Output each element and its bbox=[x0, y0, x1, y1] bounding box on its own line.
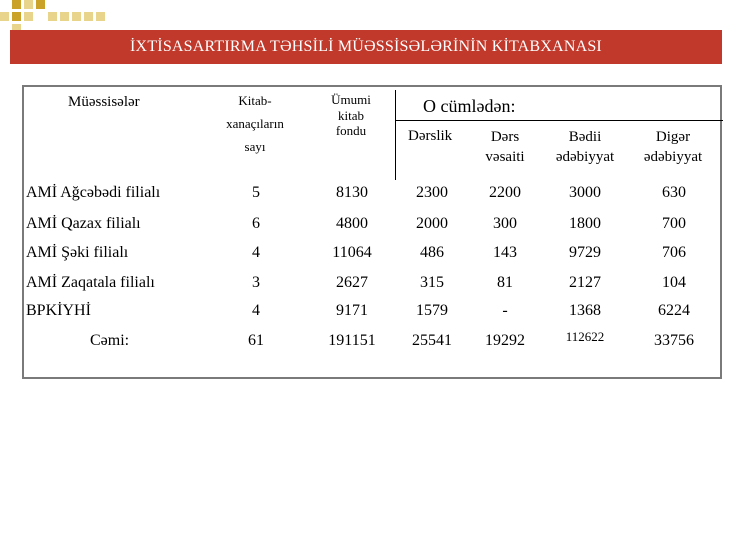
header-institutions: Müəssisələr bbox=[68, 94, 140, 110]
row-fiction: 1800 bbox=[569, 215, 601, 232]
row-name: BPKİYHİ bbox=[26, 302, 91, 319]
row-textbooks: 2300 bbox=[416, 184, 448, 201]
header-librarians-line1: Kitab- bbox=[238, 93, 272, 108]
row-fiction: 3000 bbox=[569, 184, 601, 201]
header-total-fund-line3: fondu bbox=[335, 123, 367, 139]
total-study: 19292 bbox=[485, 332, 525, 349]
total-textbooks: 25541 bbox=[412, 332, 452, 349]
header-study-aids bbox=[470, 128, 540, 167]
header-total-fund-line2: kitab bbox=[338, 107, 364, 123]
title-banner bbox=[10, 30, 722, 64]
row-other: 630 bbox=[662, 184, 686, 201]
row-fund: 2627 bbox=[336, 274, 368, 291]
total-fund: 191151 bbox=[328, 332, 376, 349]
header-total-fund-line1: Ümumi bbox=[331, 92, 371, 107]
row-fund: 8130 bbox=[336, 184, 368, 201]
header-of-which: O cümlədən: bbox=[423, 96, 516, 116]
header-study-aids-line1: Dərs bbox=[490, 129, 520, 145]
header-other-line2: ədəbiyyat bbox=[643, 148, 703, 165]
row-fiction: 1368 bbox=[569, 302, 601, 319]
row-fiction: 9729 bbox=[569, 244, 601, 261]
row-name: AMİ Ağcəbədi filialı bbox=[26, 184, 161, 201]
row-name: AMİ Şəki filialı bbox=[26, 244, 129, 261]
row-other: 6224 bbox=[658, 302, 690, 319]
header-fiction bbox=[542, 128, 628, 167]
row-study: 143 bbox=[493, 244, 517, 261]
row-libs: 4 bbox=[252, 244, 260, 261]
row-fund: 9171 bbox=[336, 302, 368, 319]
header-librarians-line3: sayı bbox=[244, 138, 266, 154]
subheader-divider bbox=[395, 120, 723, 121]
row-textbooks: 486 bbox=[420, 244, 444, 261]
row-libs: 4 bbox=[252, 302, 260, 319]
row-textbooks: 1579 bbox=[416, 302, 448, 319]
row-study: - bbox=[502, 302, 508, 319]
header-fiction-line2: ədəbiyyat bbox=[555, 148, 615, 165]
row-libs: 5 bbox=[252, 184, 260, 201]
row-name: AMİ Zaqatala filialı bbox=[26, 274, 155, 291]
row-fiction: 2127 bbox=[569, 274, 601, 291]
row-libs: 6 bbox=[252, 215, 260, 232]
row-study: 300 bbox=[493, 215, 517, 232]
total-fiction: 112622 bbox=[565, 329, 605, 344]
total-label: Cəmi: bbox=[90, 332, 130, 349]
row-textbooks: 2000 bbox=[416, 215, 448, 232]
total-libs: 61 bbox=[248, 332, 264, 349]
header-librarians bbox=[210, 92, 300, 157]
row-study: 81 bbox=[497, 274, 513, 291]
row-fund: 11064 bbox=[332, 244, 372, 261]
header-other bbox=[630, 128, 716, 167]
row-name: AMİ Qazax filialı bbox=[26, 215, 141, 232]
column-divider bbox=[395, 90, 396, 180]
row-study: 2200 bbox=[489, 184, 521, 201]
row-libs: 3 bbox=[252, 274, 260, 291]
header-other-line1: Digər bbox=[655, 129, 691, 145]
row-other: 700 bbox=[662, 215, 686, 232]
row-other: 104 bbox=[662, 274, 686, 291]
header-fiction-line1: Bədii bbox=[568, 129, 602, 145]
header-study-aids-line2: vəsaiti bbox=[485, 148, 525, 165]
page-title: İXTİSASARTIRMA TƏHSİLİ MÜƏSSİSƏLƏRİNİN KİTABXANASI bbox=[130, 38, 602, 55]
header-total-fund bbox=[318, 92, 384, 139]
row-fund: 4800 bbox=[336, 215, 368, 232]
total-other: 33756 bbox=[654, 332, 694, 349]
header-textbooks: Dərslik bbox=[408, 128, 453, 144]
row-other: 706 bbox=[662, 244, 686, 261]
row-textbooks: 315 bbox=[420, 274, 444, 291]
header-librarians-line2: xanaçıların bbox=[226, 115, 284, 131]
